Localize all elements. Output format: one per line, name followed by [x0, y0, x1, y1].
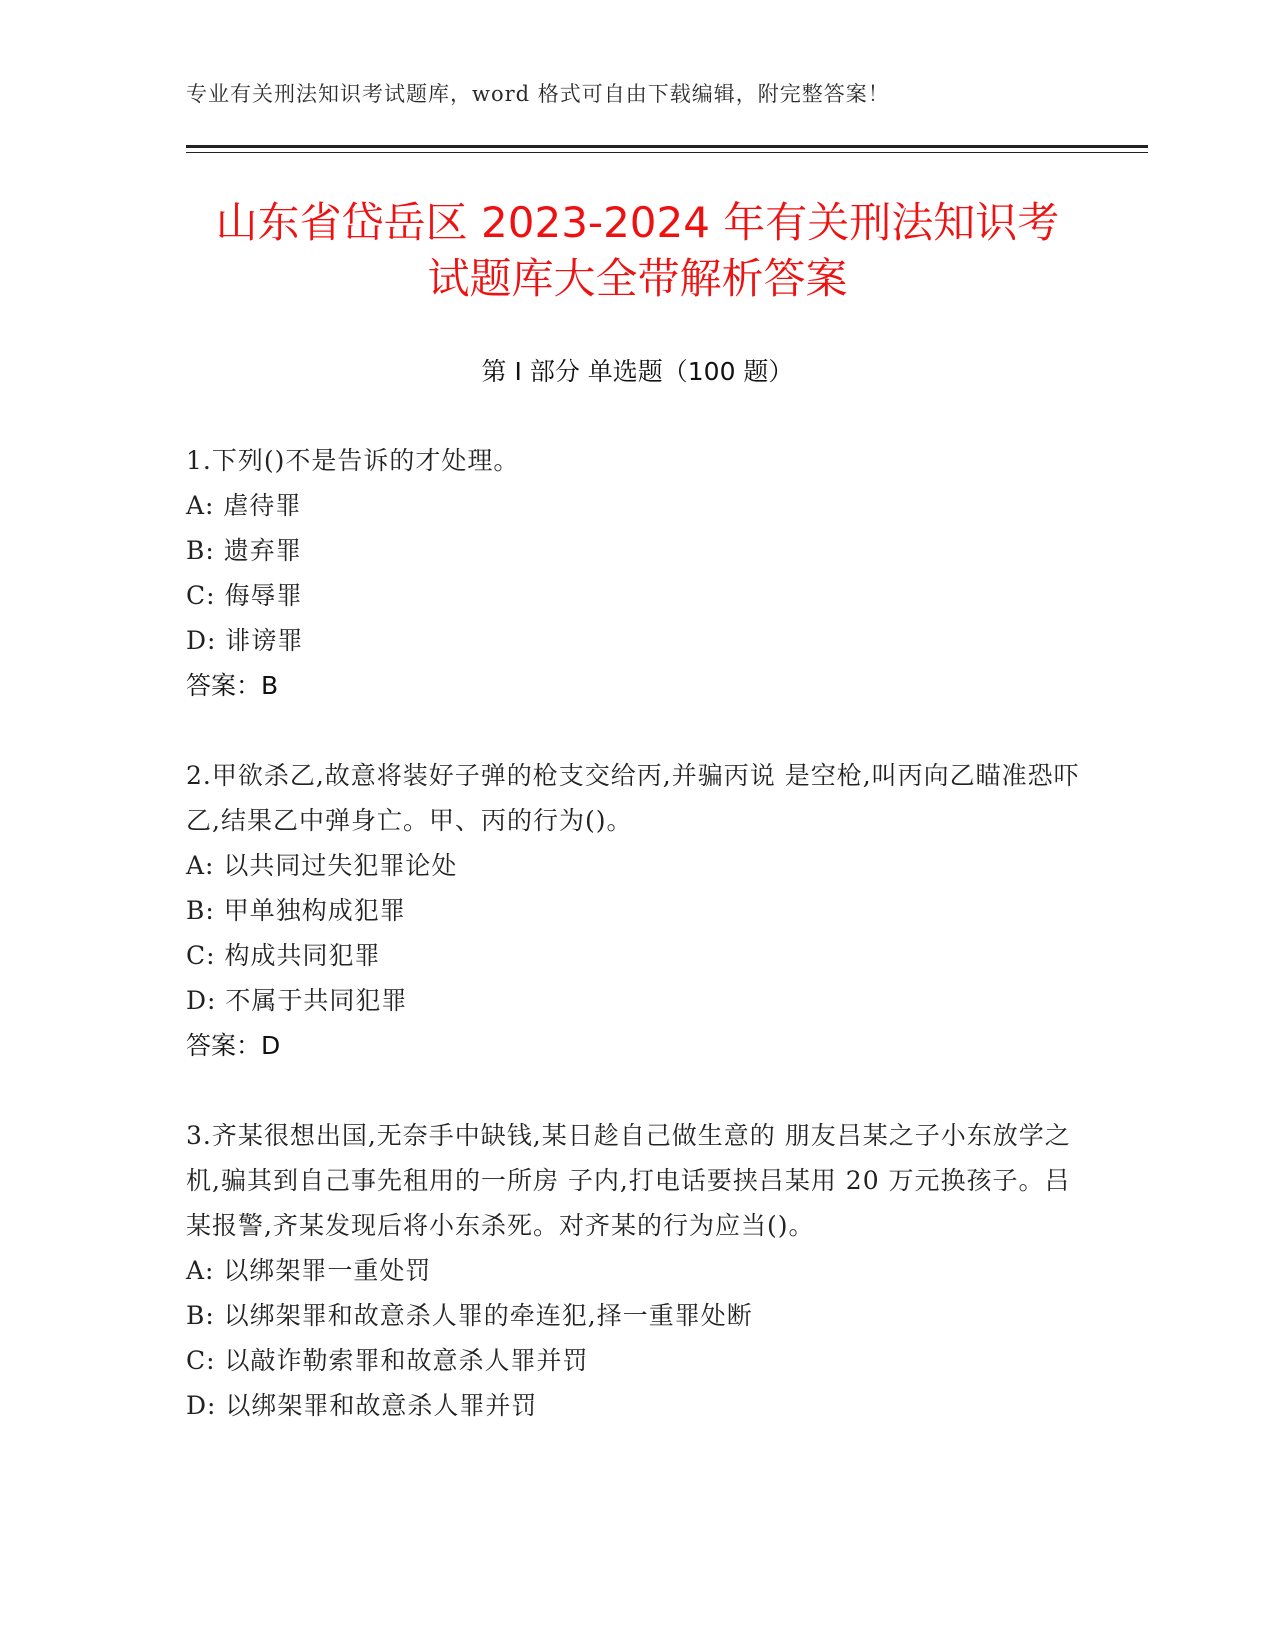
answer: 答案：D — [186, 1031, 281, 1060]
option-d: D: 诽谤罪 — [186, 626, 304, 655]
question-3 — [186, 1113, 1086, 1428]
option-b: B: 遗弃罪 — [186, 536, 302, 565]
question-2 — [186, 753, 1086, 1068]
header-note: 专业有关刑法知识考试题库，word 格式可自由下载编辑，附完整答案！ — [186, 82, 890, 106]
question-stem: 2.甲欲杀乙,故意将装好子弹的枪支交给丙,并骗丙说 是空枪,叫丙向乙瞄准恐吓乙,结果乙中弹身亡。甲、丙的行为()。 — [186, 761, 1080, 835]
option-c: C: 侮辱罪 — [186, 581, 303, 610]
section-heading: 第 I 部分 单选题（100 题） — [481, 357, 794, 386]
question-stem: 3.齐某很想出国,无奈手中缺钱,某日趁自己做生意的 朋友吕某之子小东放学之机,骗其到自己事先租用的一所房 子内,打电话要挟吕某用 20 万元换孩子。吕某报警,齐某发现后将小东杀死。对齐某的行为应当()。 — [186, 1121, 1071, 1240]
option-c: C: 以敲诈勒索罪和故意杀人罪并罚 — [186, 1346, 589, 1375]
title-line-2: 试题库大全带解析答案 — [427, 254, 848, 303]
option-b: B: 以绑架罪和故意杀人罪的牵连犯,择一重罪处断 — [186, 1301, 753, 1330]
option-a: A: 以绑架罪一重处罚 — [186, 1256, 432, 1285]
option-d: D: 不属于共同犯罪 — [186, 986, 408, 1015]
document-title — [160, 195, 1115, 307]
answer: 答案：B — [186, 671, 279, 700]
question-stem: 1.下列()不是告诉的才处理。 — [186, 446, 520, 475]
header-divider-thin — [186, 152, 1148, 153]
question-1 — [186, 438, 1086, 708]
header-divider-thick — [186, 145, 1148, 148]
option-a: A: 以共同过失犯罪论处 — [186, 851, 458, 880]
title-line-1: 山东省岱岳区 2023-2024 年有关刑法知识考 — [215, 198, 1060, 247]
option-c: C: 构成共同犯罪 — [186, 941, 381, 970]
option-d: D: 以绑架罪和故意杀人罪并罚 — [186, 1391, 538, 1420]
option-b: B: 甲单独构成犯罪 — [186, 896, 406, 925]
option-a: A: 虐待罪 — [186, 491, 302, 520]
question-list — [186, 438, 1086, 1473]
